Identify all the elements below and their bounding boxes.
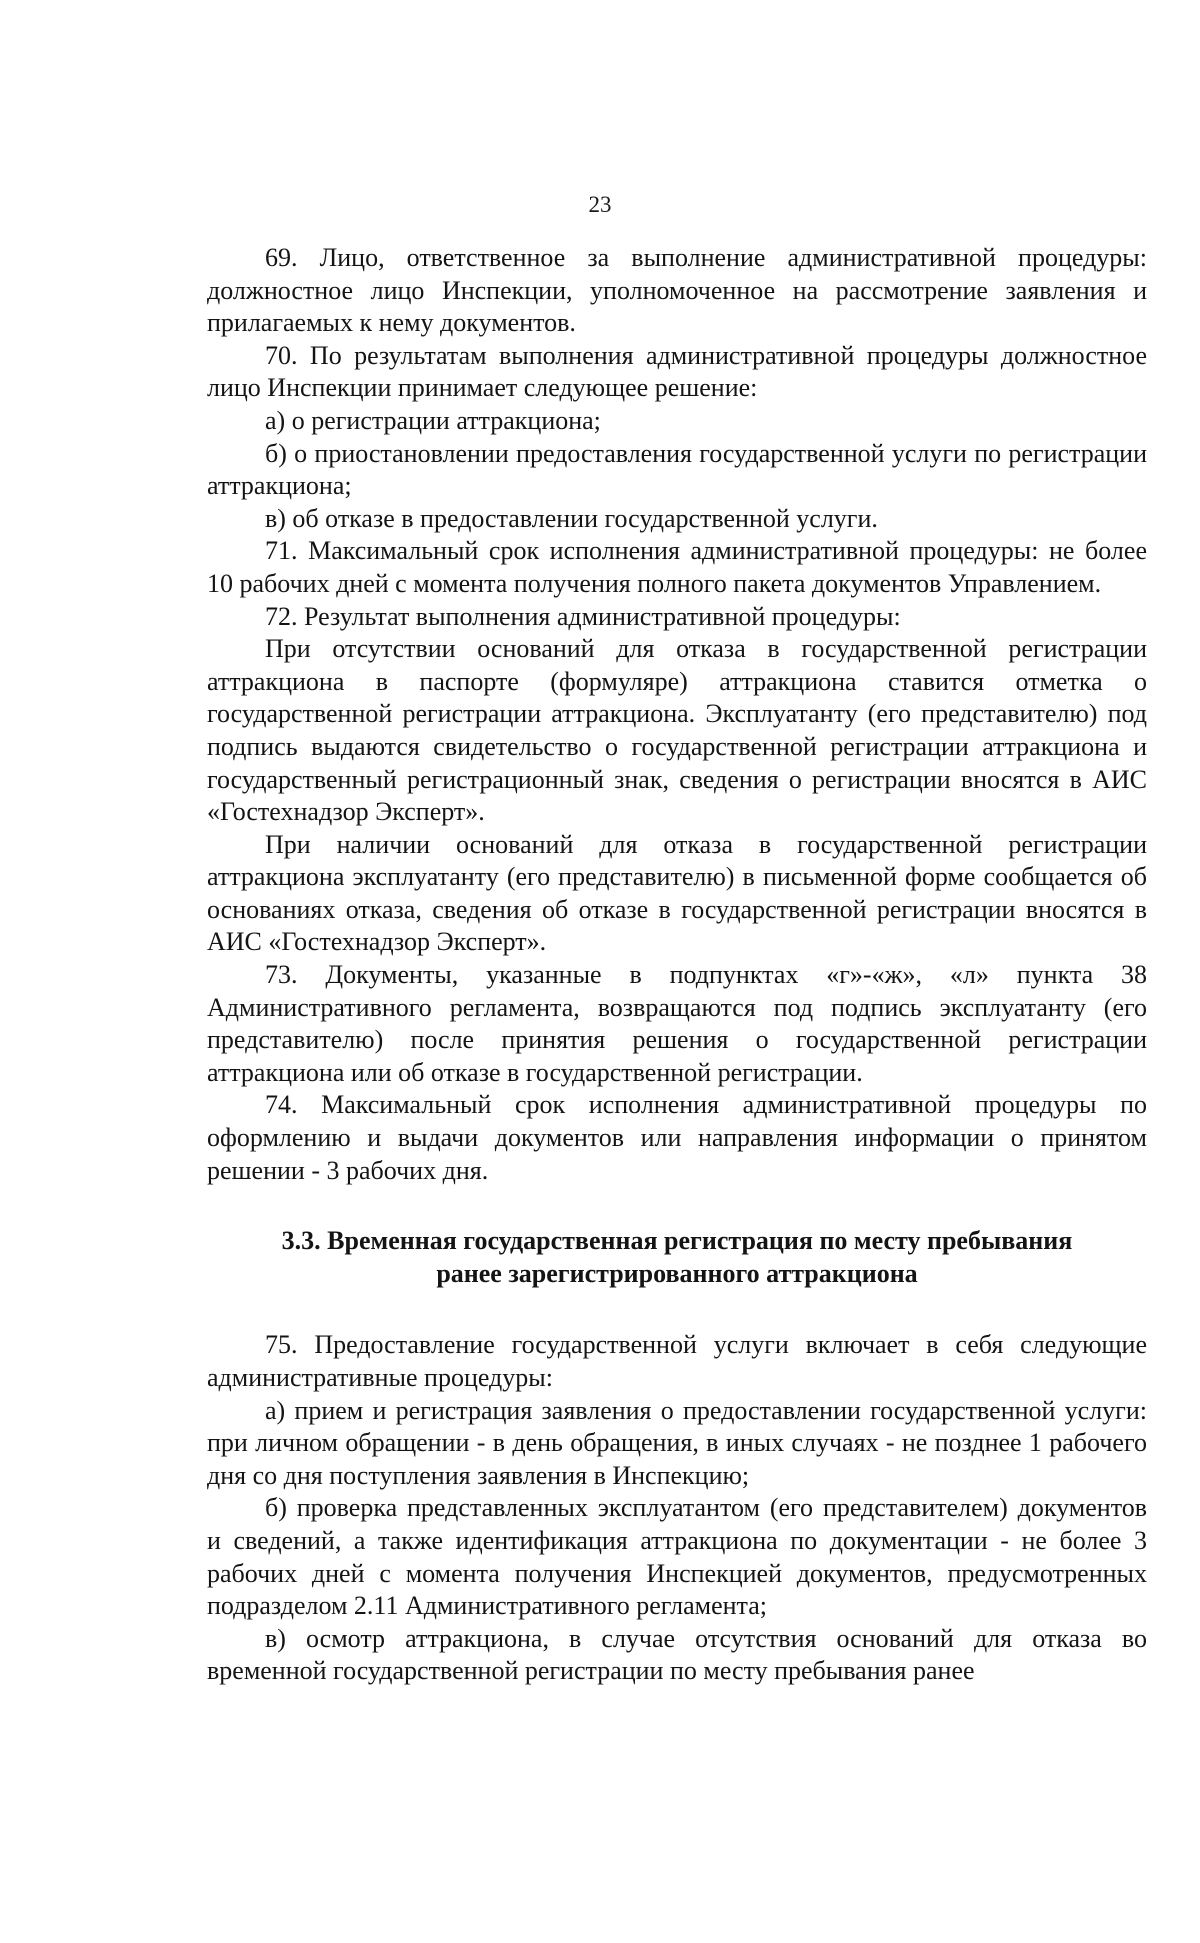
page-number: 23 (588, 192, 612, 217)
paragraph-71: 71. Максимальный срок исполнения административной процедуры: не более 10 рабочих дней с момента получения полного пакета документов Управлением. (207, 536, 1147, 598)
paragraph-70-v: в) об отказе в предоставлении государственной услуги. (265, 503, 878, 533)
paragraph-72: 72. Результат выполнения административной процедуры: (265, 601, 901, 631)
paragraph-72-no-grounds: При отсутствии оснований для отказа в государственной регистрации аттракциона в паспорте (формуляре) аттракциона ставится отметка о государственной регистрации аттракциона. Эксплуатанту (его представителю) под подпись выдаются свидетельство о государственной регистрации аттракциона и государственный регистрационный знак, сведения о регистрации вносятся в АИС «Гостехнадзор Эксперт». (207, 634, 1147, 827)
paragraph-70: 70. По результатам выполнения административной процедуры должностное лицо Инспекции принимает следующее решение: (207, 340, 1147, 403)
paragraph-69: 69. Лицо, ответственное за выполнение административной процедуры: должностное лицо Инспекции, уполномоченное на рассмотрение заявления и прилагаемых к нему документов. (207, 243, 1147, 338)
paragraph-72-grounds: При наличии оснований для отказа в государственной регистрации аттракциона эксплуатанту (его представителю) в письменной форме сообщается об основаниях отказа, сведения об отказе в государственной регистрации вносятся в АИС «Гостехнадзор Эксперт». (207, 829, 1147, 957)
paragraph-70-b: б) о приостановлении предоставления государственной услуги по регистрации аттракциона; (207, 438, 1147, 501)
section-heading-line-2: ранее зарегистрированного аттракциона (436, 1258, 918, 1288)
paragraph-75-b: б) проверка представленных эксплуатантом (его представителем) документов и сведений, а также идентификация аттракциона по документации - не более 3 рабочих дней с момента получения Инспекцией документов, предусмотренных подразделом 2.11 Административного регламента; (207, 1493, 1147, 1621)
paragraph-74: 74. Максимальный срок исполнения административной процедуры по оформлению и выдачи документов или направления информации о принятом решении - 3 рабочих дня. (207, 1090, 1147, 1185)
paragraph-75-v: в) осмотр аттракциона, в случае отсутствия оснований для отказа во временной государственной регистрации по месту пребывания ранее (207, 1623, 1147, 1686)
paragraph-75: 75. Предоставление государственной услуги включает в себя следующие административные процедуры: (207, 1330, 1147, 1392)
paragraph-75-a: а) прием и регистрация заявления о предоставлении государственной услуги: при личном обращении - в день обращения, в иных случаях - не позднее 1 рабочего дня со дня поступления заявления в Инспекцию; (207, 1395, 1147, 1490)
section-heading-line-1: 3.3. Временная государственная регистрация по месту пребывания (281, 1226, 1073, 1256)
paragraph-73: 73. Документы, указанные в подпунктах «г»-«ж», «л» пункта 38 Административного регламента, возвращаются под подпись эксплуатанту (его представителю) после принятия решения о государственной регистрации аттракциона или об отказе в государственной регистрации. (207, 960, 1147, 1087)
document-body (207, 242, 1147, 1688)
section-heading (207, 1225, 1147, 1290)
paragraph-70-a: а) о регистрации аттракциона; (265, 405, 601, 435)
